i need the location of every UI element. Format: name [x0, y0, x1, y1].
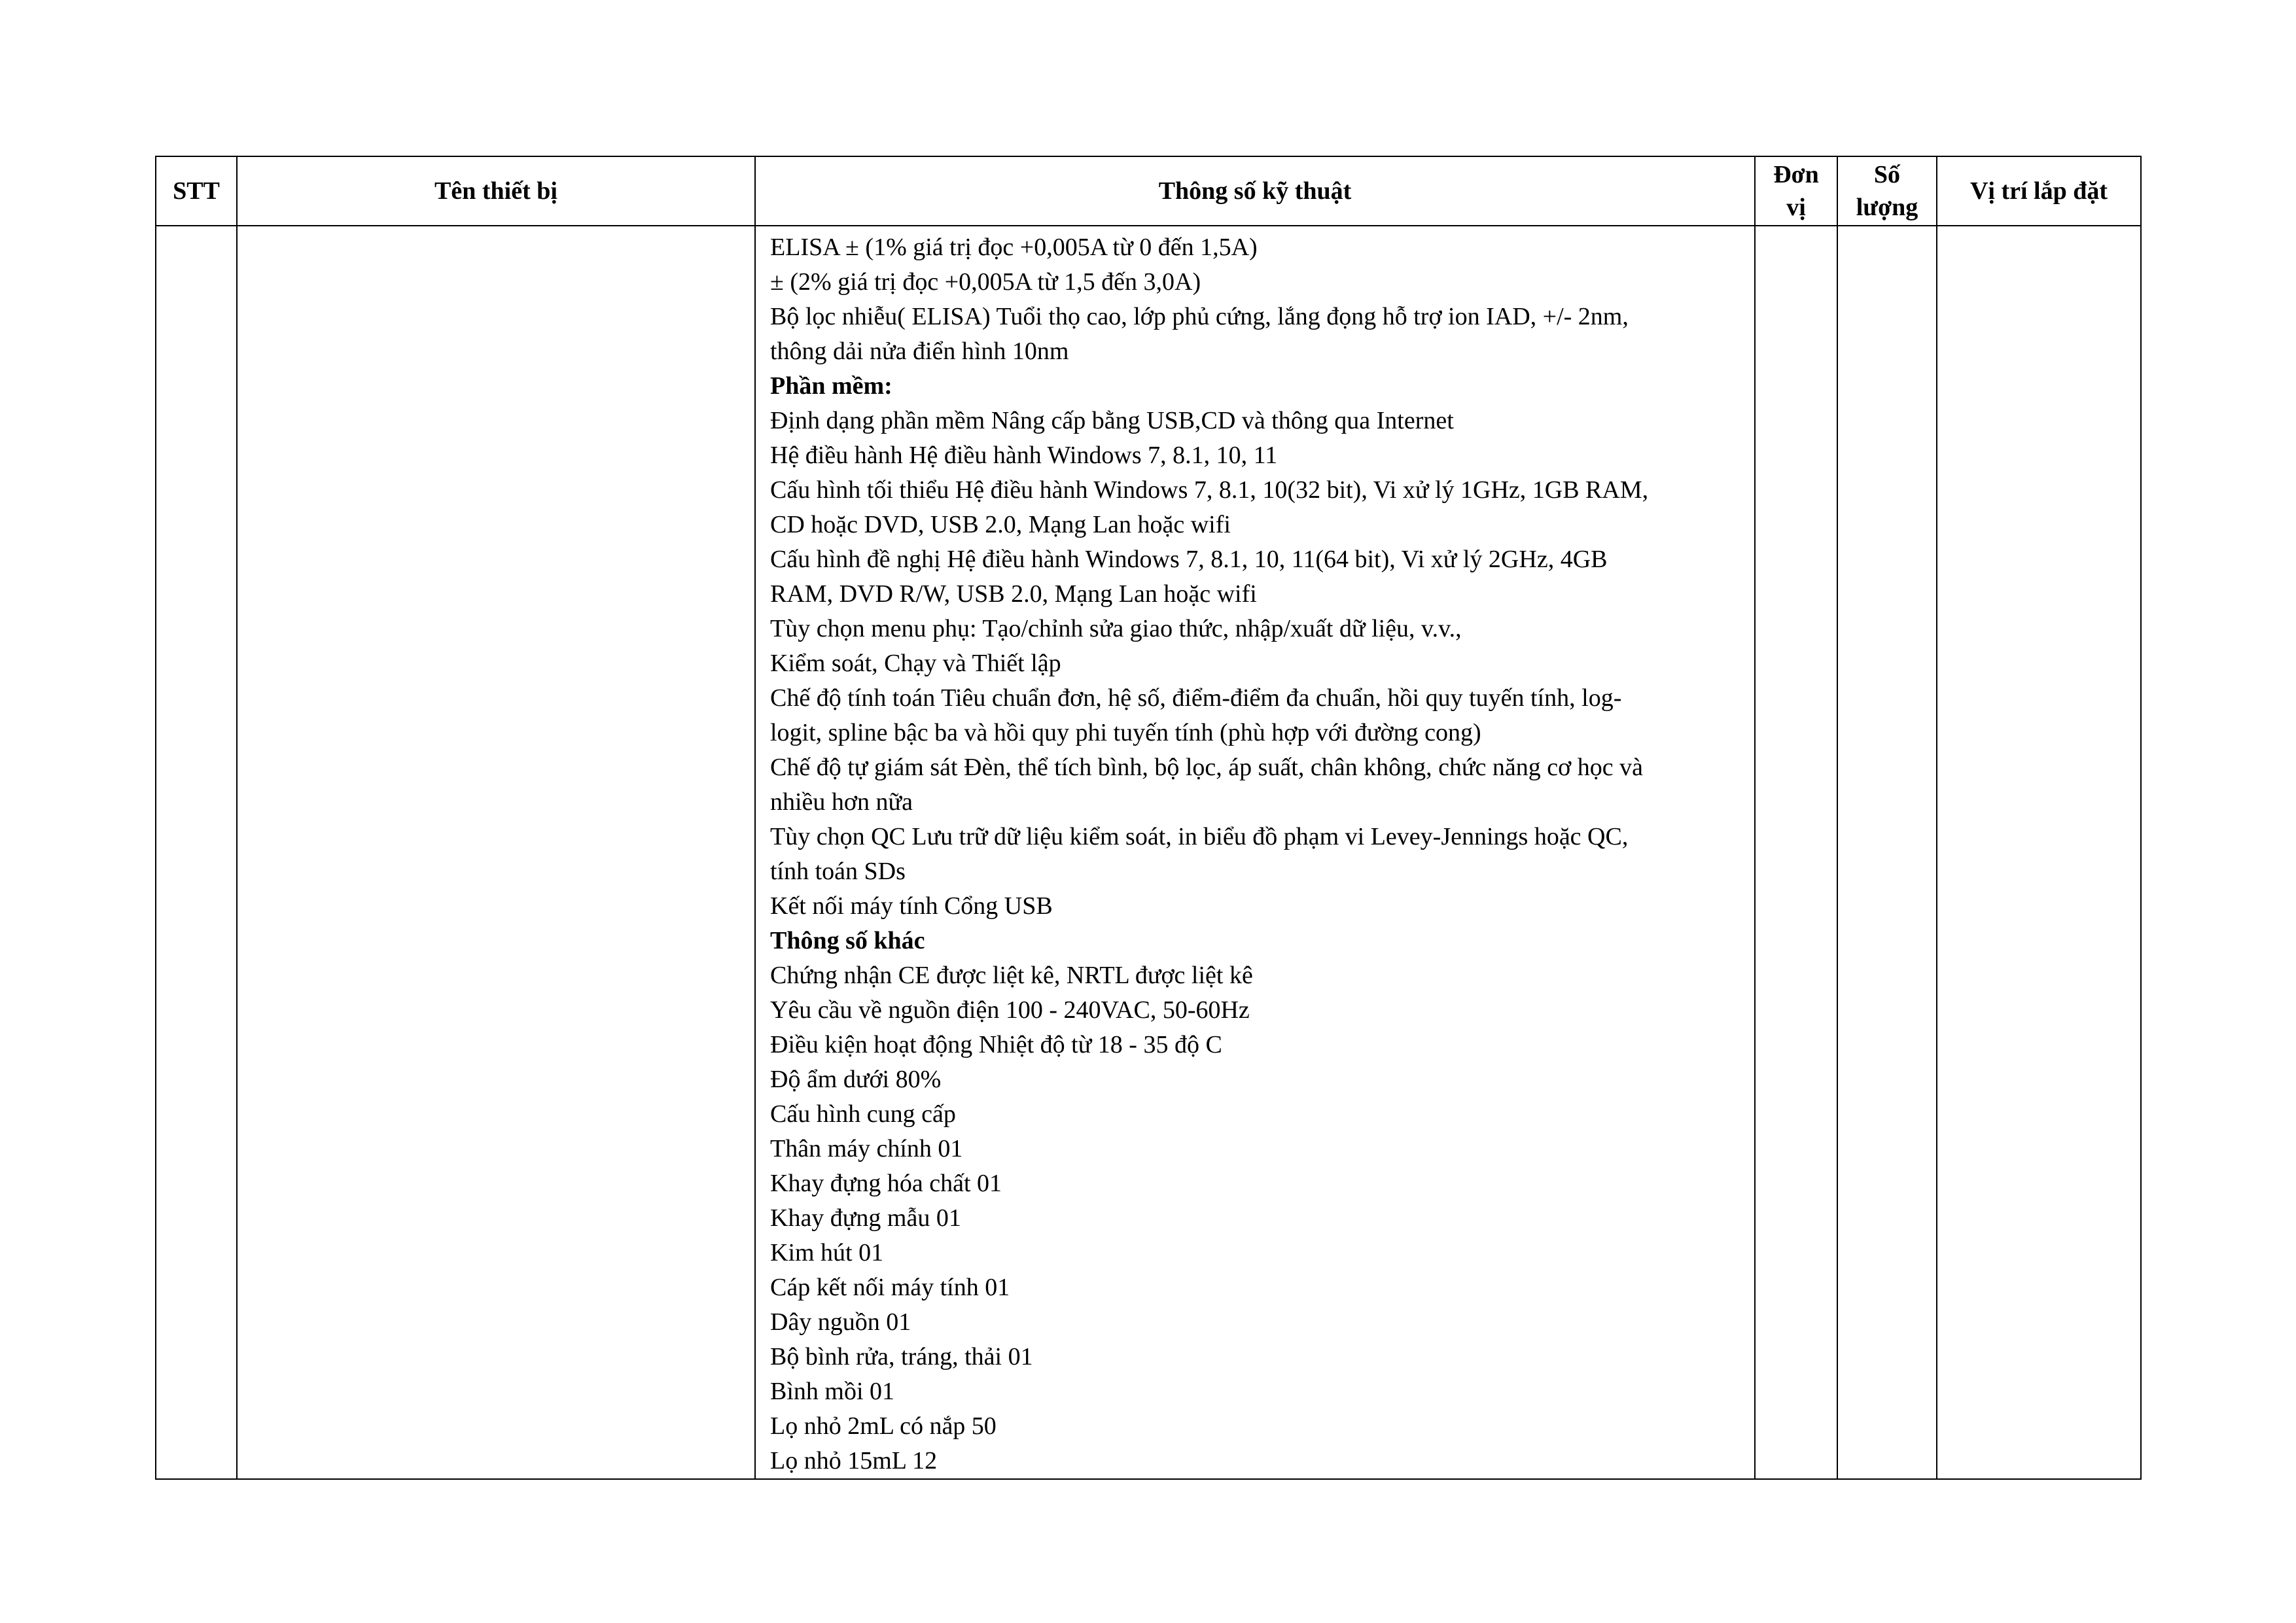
spec-line: Hệ điều hành Hệ điều hành Windows 7, 8.1, 10, 11: [770, 442, 1278, 469]
spec-line: Chế độ tự giám sát Đèn, thể tích bình, bộ lọc, áp suất, chân không, chức năng cơ học và: [770, 754, 1643, 781]
spec-line: Bộ bình rửa, tráng, thải 01: [770, 1343, 1033, 1370]
cell-device-name: [237, 226, 755, 1479]
header-unit: [1755, 156, 1837, 226]
spec-line: Chứng nhận CE được liệt kê, NRTL được liệt kê: [770, 962, 1253, 989]
cell-unit: [1755, 226, 1837, 1479]
table-row: [156, 226, 2141, 1479]
spec-line: thông dải nửa điển hình 10nm: [770, 338, 1069, 365]
header-unit-line1: Đơn: [1773, 161, 1819, 188]
spec-line: ± (2% giá trị đọc +0,005A từ 1,5 đến 3,0A): [770, 268, 1201, 296]
spec-line: Độ ẩm dưới 80%: [770, 1066, 942, 1093]
header-technical-specs: Thông số kỹ thuật: [755, 156, 1755, 226]
spec-section-heading: Thông số khác: [770, 927, 925, 954]
header-quantity-line1: Số: [1873, 161, 1901, 188]
spec-line: Kết nối máy tính Cổng USB: [770, 892, 1053, 920]
spec-line: Bộ lọc nhiễu( ELISA) Tuổi thọ cao, lớp phủ cứng, lắng đọng hỗ trợ ion IAD, +/- 2nm,: [770, 303, 1629, 330]
cell-stt: [156, 226, 237, 1479]
spec-line: Chế độ tính toán Tiêu chuẩn đơn, hệ số, điểm-điểm đa chuẩn, hồi quy tuyến tính, log-: [770, 684, 1622, 712]
spec-line: Kim hút 01: [770, 1239, 884, 1266]
spec-line: Lọ nhỏ 15mL 12: [770, 1447, 938, 1475]
spec-line: ELISA ± (1% giá trị đọc +0,005A từ 0 đến 1,5A): [770, 234, 1258, 261]
spec-line: Khay đựng hóa chất 01: [770, 1170, 1002, 1197]
spec-line: Cấu hình tối thiểu Hệ điều hành Windows 7, 8.1, 10(32 bit), Vi xử lý 1GHz, 1GB RAM,: [770, 476, 1649, 504]
equipment-spec-table: [155, 156, 2142, 1480]
header-quantity-line2: lượng: [1856, 194, 1918, 221]
spec-line: logit, spline bậc ba và hồi quy phi tuyến tính (phù hợp với đường cong): [770, 719, 1481, 746]
spec-line: Thân máy chính 01: [770, 1135, 963, 1162]
spec-line: Yêu cầu về nguồn điện 100 - 240VAC, 50-60Hz: [770, 996, 1250, 1024]
header-install-location: Vị trí lắp đặt: [1937, 156, 2141, 226]
spec-line: RAM, DVD R/W, USB 2.0, Mạng Lan hoặc wifi: [770, 580, 1257, 608]
cell-install-location: [1937, 226, 2141, 1479]
spec-line: Tùy chọn menu phụ: Tạo/chỉnh sửa giao thức, nhập/xuất dữ liệu, v.v.,: [770, 615, 1462, 642]
spec-line: Khay đựng mẫu 01: [770, 1204, 961, 1232]
spec-line: Cáp kết nối máy tính 01: [770, 1274, 1010, 1301]
spec-line: Lọ nhỏ 2mL có nắp 50: [770, 1412, 997, 1440]
cell-quantity: [1837, 226, 1937, 1479]
spec-line: Cấu hình cung cấp: [770, 1100, 956, 1128]
spec-line: Cấu hình đề nghị Hệ điều hành Windows 7, 8.1, 10, 11(64 bit), Vi xử lý 2GHz, 4GB: [770, 546, 1608, 573]
spec-line: Tùy chọn QC Lưu trữ dữ liệu kiểm soát, in biểu đồ phạm vi Levey-Jennings hoặc QC,: [770, 823, 1629, 850]
header-stt: STT: [156, 156, 237, 226]
spec-section-heading: Phần mềm:: [770, 372, 892, 400]
spec-line: Định dạng phần mềm Nâng cấp bằng USB,CD và thông qua Internet: [770, 407, 1454, 434]
spec-line: Điều kiện hoạt động Nhiệt độ từ 18 - 35 độ C: [770, 1031, 1222, 1058]
spec-line: nhiều hơn nữa: [770, 788, 913, 816]
table-header-row: [156, 156, 2141, 226]
spec-line: Kiểm soát, Chạy và Thiết lập: [770, 650, 1061, 677]
cell-technical-specs: [755, 226, 1755, 1479]
spec-line: CD hoặc DVD, USB 2.0, Mạng Lan hoặc wifi: [770, 511, 1231, 538]
header-unit-line2: vị: [1786, 194, 1806, 221]
header-device-name: Tên thiết bị: [237, 156, 755, 226]
header-quantity: [1837, 156, 1937, 226]
spec-line: Bình mồi 01: [770, 1378, 895, 1405]
spec-line: Dây nguồn 01: [770, 1308, 911, 1336]
spec-line: tính toán SDs: [770, 858, 906, 885]
